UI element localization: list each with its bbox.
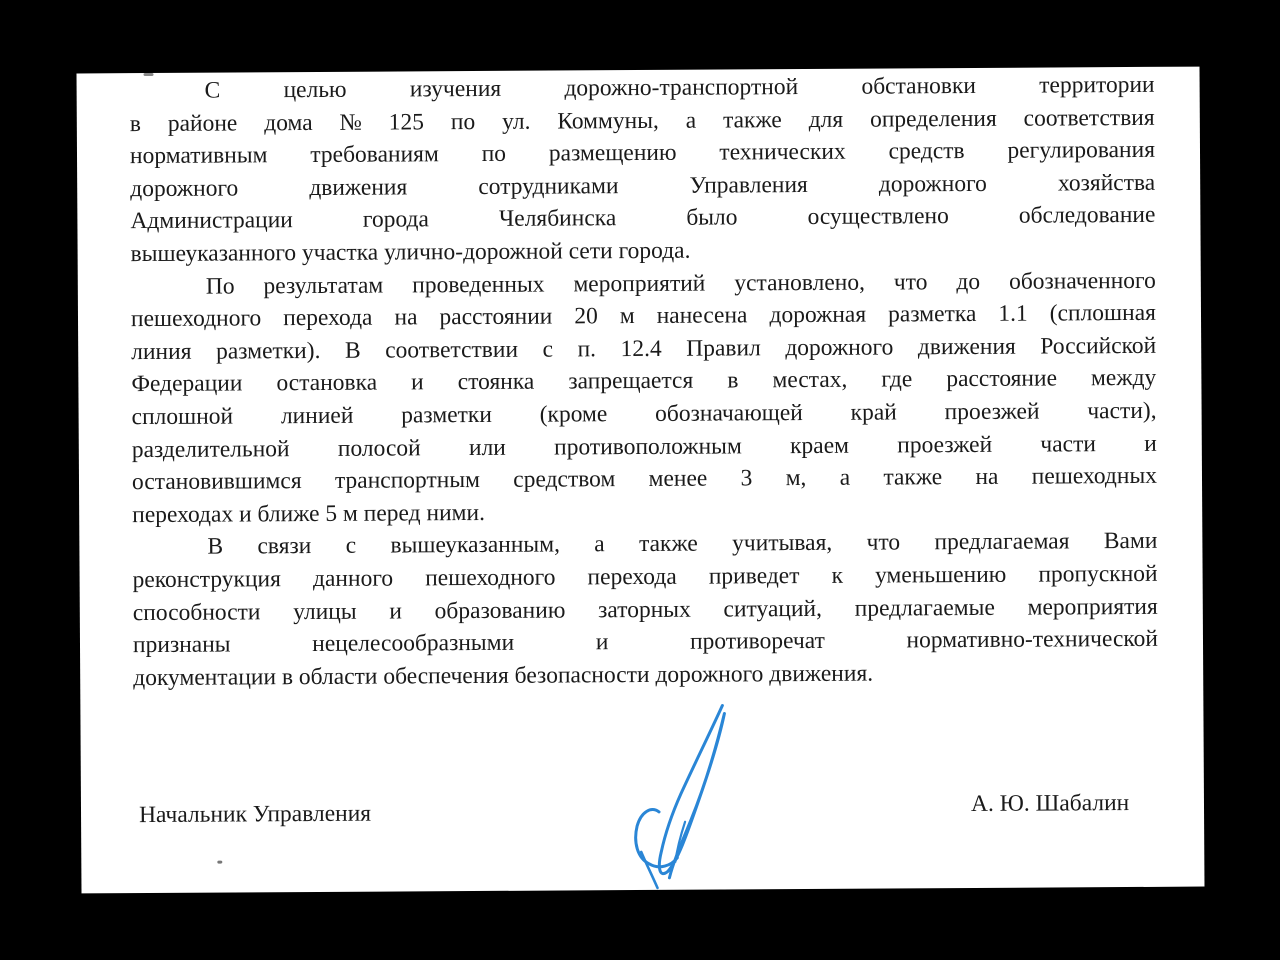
word: для (808, 106, 844, 133)
word: нецелесообразными (312, 629, 515, 658)
word: сплошной (131, 403, 234, 431)
word: изучения (409, 75, 502, 103)
word: до (956, 268, 981, 295)
word: а (594, 531, 605, 558)
word: предлагаемые (854, 594, 995, 622)
word: по (450, 108, 476, 135)
word: средств (888, 138, 965, 165)
word: пешеходного (425, 564, 556, 592)
paragraph-line: вышеуказанного участка улично-дорожной сети города. (130, 237, 691, 268)
word: движения (309, 174, 408, 201)
word: средством (513, 466, 616, 493)
word: 3 (740, 465, 753, 492)
word: движения (917, 333, 1016, 361)
word: пешеходного (130, 305, 262, 333)
scan-mark (217, 861, 222, 864)
word: запрещается (568, 368, 694, 395)
word: 1.1 (998, 300, 1028, 327)
word: образованию (434, 596, 566, 624)
word: нормативно-технической (906, 625, 1159, 654)
word: на (975, 463, 999, 491)
word: а (685, 107, 697, 134)
word: Правил (686, 335, 761, 362)
paragraph-line: переходах и ближе 5 м перед ними. (132, 499, 486, 528)
word: хозяйства (1057, 169, 1156, 197)
word: Управления (689, 171, 808, 199)
word: нанесена (656, 302, 748, 330)
word: 125 (388, 108, 425, 136)
word: регулирования (1007, 137, 1156, 164)
word: линией (280, 402, 354, 430)
word: ул. (502, 108, 531, 135)
word: проезжей (897, 431, 993, 458)
word: расстоянии (439, 303, 553, 331)
word: вышеуказанным, (390, 531, 560, 559)
word: менее (648, 465, 708, 493)
word: технических (719, 138, 846, 166)
word: местах, (772, 367, 848, 394)
word: и (389, 597, 402, 625)
word: обозначенного (1008, 267, 1156, 295)
word: к (831, 562, 844, 589)
word: было (686, 204, 738, 232)
word: связи (257, 533, 312, 560)
word: краем (789, 432, 850, 459)
signatory-name: А. Ю. Шабалин (970, 790, 1130, 817)
word: п. (577, 336, 597, 363)
word: заторных (598, 596, 691, 623)
word: сотрудниками (478, 172, 619, 200)
word: или (468, 434, 506, 461)
word: Федерации (131, 370, 243, 398)
word: разметка (888, 301, 977, 328)
word: С (204, 77, 221, 104)
word: районе (167, 110, 238, 137)
word: соответствии (385, 336, 519, 364)
word: в (727, 367, 739, 394)
word: дорожно-транспортной (564, 74, 799, 102)
word: и (1144, 430, 1157, 457)
word: требованиям (310, 141, 439, 169)
word: между (1090, 365, 1157, 392)
word: а (839, 464, 851, 491)
word: размещению (548, 139, 677, 167)
word: дорожная (769, 301, 867, 329)
word: предлагаемая (934, 528, 1070, 556)
word: дорожного (785, 334, 894, 361)
word: № (339, 109, 362, 136)
word: м (619, 303, 635, 330)
word: что (893, 268, 928, 296)
word: разметки). (215, 337, 321, 365)
paragraph-line (132, 395, 1157, 434)
word: м, (785, 465, 807, 492)
word: мероприятия (1027, 593, 1158, 621)
word: противоположным (554, 432, 742, 461)
word: с (345, 533, 357, 560)
word: расстояние (946, 365, 1058, 393)
word: результатам (263, 272, 384, 299)
word: в (129, 110, 142, 137)
word: перехода (283, 304, 373, 332)
word: (кроме (539, 401, 608, 428)
word: части), (1087, 397, 1157, 425)
word: уменьшению (874, 561, 1007, 589)
word: разделительной (131, 435, 290, 463)
word: соответствия (1023, 104, 1155, 132)
word: части (1040, 430, 1096, 458)
word: Челябинска (498, 205, 617, 233)
word: стоянка (457, 368, 535, 396)
word: разметки (401, 401, 492, 429)
word: нормативным (129, 142, 268, 170)
word: обстановки (861, 72, 977, 100)
word: учитывая, (732, 530, 833, 557)
signatory-position: Начальник Управления (138, 800, 372, 829)
word: Администрации (130, 207, 293, 235)
word: по (481, 141, 507, 168)
word: Вами (1103, 528, 1158, 555)
word: также (722, 106, 782, 134)
word: мероприятий (573, 270, 706, 297)
word: дорожного (878, 170, 987, 198)
word: противоречат (689, 627, 825, 655)
word: полосой (337, 434, 421, 462)
word: данного (312, 565, 394, 592)
word: По (205, 273, 235, 300)
word: обследование (1018, 202, 1156, 230)
word: и (595, 629, 609, 656)
word: пропускной (1038, 560, 1158, 588)
paragraph-line (133, 623, 1158, 662)
word: ситуаций, (723, 595, 823, 622)
word: проведенных (412, 271, 545, 298)
letter-page (77, 67, 1205, 894)
paragraph-line: документации в области обеспечения безопасности дорожного движения. (133, 660, 874, 691)
word: установлено, (734, 269, 866, 296)
word: и (411, 369, 424, 396)
word: (сплошная (1049, 300, 1157, 327)
word: Коммуны, (557, 107, 659, 135)
word: В (344, 337, 361, 364)
word: осуществлено (807, 203, 949, 231)
word: реконструкция (132, 566, 281, 594)
word: 12.4 (620, 335, 662, 362)
word: транспортным (334, 467, 481, 494)
word: перехода (587, 563, 677, 591)
word: признаны (132, 631, 231, 659)
word: дорожного (130, 175, 239, 202)
word: пешеходных (1031, 462, 1158, 490)
word: 20 (574, 303, 598, 330)
word: В (207, 533, 224, 560)
word: способности (132, 598, 261, 626)
word: приведет (708, 562, 800, 590)
word: города (362, 206, 429, 234)
word: остановка (276, 369, 378, 397)
word: улицы (293, 598, 357, 625)
word: на (394, 304, 418, 331)
word: также (638, 530, 698, 558)
paragraph-line (133, 558, 1158, 597)
word: дома (264, 109, 313, 136)
word: что (866, 529, 901, 556)
word: также (883, 464, 943, 491)
word: где (881, 366, 913, 393)
word: остановившимся (131, 468, 302, 496)
word: обозначающей (655, 399, 803, 427)
word: целью (283, 76, 347, 104)
word: определения (869, 105, 997, 133)
word: край (850, 399, 897, 426)
letter-body (130, 69, 1159, 695)
word: линия (131, 338, 192, 365)
word: с (542, 336, 554, 363)
word: проезжей (944, 398, 1040, 426)
handwritten-signature (610, 701, 741, 892)
word: Российской (1040, 332, 1157, 360)
word: территории (1039, 71, 1155, 99)
